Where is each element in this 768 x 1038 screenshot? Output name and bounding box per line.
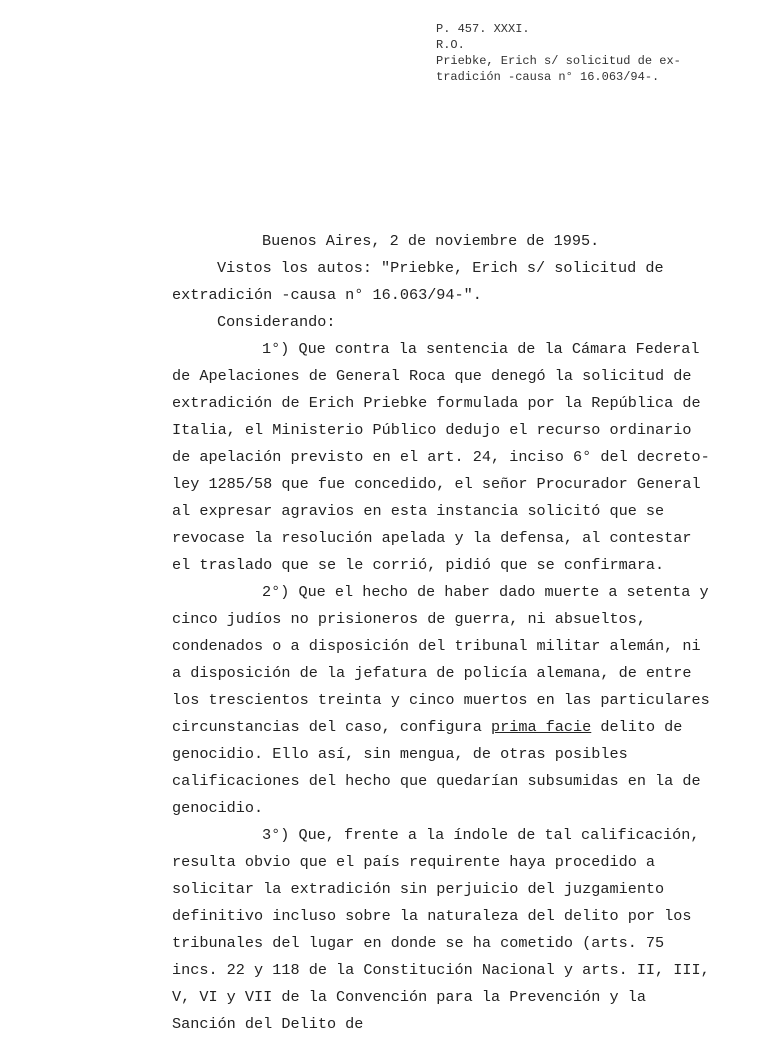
considerando-heading: Considerando: [217, 313, 336, 331]
text-line: resulta obvio que el país requirente haya procedido a [172, 853, 656, 871]
paragraph-1-start: 1°) Que contra la sentencia de la Cámara Federal [262, 340, 700, 358]
text-line: los trescientos treinta y cinco muertos en las particulares [172, 691, 710, 709]
text-line: extradición -causa n° 16.063/94-". [172, 286, 482, 304]
case-title-line-2: tradición -causa n° 16.063/94-. [436, 70, 660, 84]
text-line: ley 1285/58 que fue concedido, el señor Procurador General [172, 475, 701, 493]
date-line: Buenos Aires, 2 de noviembre de 1995. [262, 232, 600, 250]
text-line: el traslado que se le corrió, pidió que se confirmara. [172, 556, 665, 574]
text-segment: delito de [591, 718, 683, 736]
ruling-body [172, 228, 732, 1038]
case-type: R.O. [436, 38, 465, 52]
text-line: genocidio. [172, 799, 264, 817]
text-line: definitivo incluso sobre la naturaleza del delito por los [172, 907, 692, 925]
prima-facie-term: prima facie [491, 718, 592, 736]
text-line: tribunales del lugar en donde se ha cometido (arts. 75 [172, 934, 665, 952]
case-header [436, 21, 681, 85]
text-segment: circunstancias del caso, configura [172, 718, 491, 736]
text-line: extradición de Erich Priebke formulada por la República de [172, 394, 701, 412]
text-line: de apelación previsto en el art. 24, inciso 6° del decreto- [172, 448, 710, 466]
case-number: P. 457. XXXI. [436, 22, 530, 36]
text-line: revocase la resolución apelada y la defensa, al contestar [172, 529, 692, 547]
text-line: Sanción del Delito de [172, 1015, 364, 1033]
text-line: condenados o a disposición del tribunal militar alemán, ni [172, 637, 701, 655]
vistos-line: Vistos los autos: "Priebke, Erich s/ solicitud de [217, 259, 664, 277]
paragraph-2-start: 2°) Que el hecho de haber dado muerte a setenta y [262, 583, 709, 601]
text-line: al expresar agravios en esta instancia solicitó que se [172, 502, 665, 520]
text-line: cinco judíos no prisioneros de guerra, ni absueltos, [172, 610, 646, 628]
text-line: genocidio. Ello así, sin mengua, de otras posibles [172, 745, 628, 763]
paragraph-3-start: 3°) Que, frente a la índole de tal calificación, [262, 826, 700, 844]
text-line: calificaciones del hecho que quedarían subsumidas en la de [172, 772, 701, 790]
text-line: de Apelaciones de General Roca que denegó la solicitud de [172, 367, 692, 385]
text-line: incs. 22 y 118 de la Constitución Nacional y arts. II, III, [172, 961, 710, 979]
text-line-with-emphasis [172, 714, 732, 741]
text-line: solicitar la extradición sin perjuicio del juzgamiento [172, 880, 665, 898]
text-line: a disposición de la jefatura de policía alemana, de entre [172, 664, 692, 682]
text-line: V, VI y VII de la Convención para la Prevención y la [172, 988, 646, 1006]
case-title-line-1: Priebke, Erich s/ solicitud de ex- [436, 54, 681, 68]
text-line: Italia, el Ministerio Público dedujo el recurso ordinario [172, 421, 692, 439]
